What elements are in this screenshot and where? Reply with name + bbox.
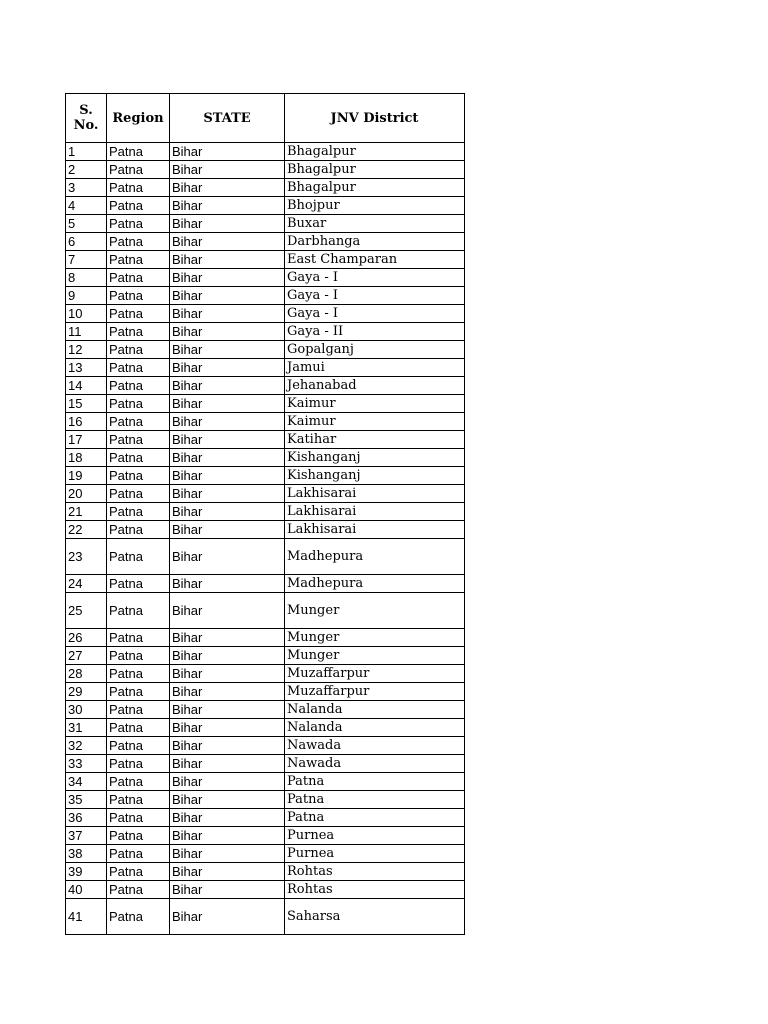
- cell-sno: 10: [66, 305, 107, 323]
- cell-state: Bihar: [170, 899, 285, 935]
- cell-district: East Champaran: [285, 251, 465, 269]
- cell-state: Bihar: [170, 881, 285, 899]
- header-state: STATE: [170, 94, 285, 143]
- cell-district: Kaimur: [285, 395, 465, 413]
- cell-state: Bihar: [170, 809, 285, 827]
- table-row: [66, 503, 465, 521]
- cell-state: Bihar: [170, 341, 285, 359]
- cell-region: Patna: [107, 647, 170, 665]
- cell-sno: 3: [66, 179, 107, 197]
- cell-state: Bihar: [170, 647, 285, 665]
- cell-region: Patna: [107, 161, 170, 179]
- table-row: [66, 575, 465, 593]
- cell-sno: 27: [66, 647, 107, 665]
- cell-state: Bihar: [170, 413, 285, 431]
- cell-sno: 7: [66, 251, 107, 269]
- cell-sno: 33: [66, 755, 107, 773]
- cell-state: Bihar: [170, 449, 285, 467]
- cell-sno: 40: [66, 881, 107, 899]
- cell-district: Muzaffarpur: [285, 665, 465, 683]
- table-row: [66, 395, 465, 413]
- cell-sno: 25: [66, 593, 107, 629]
- cell-district: Patna: [285, 773, 465, 791]
- cell-sno: 29: [66, 683, 107, 701]
- cell-region: Patna: [107, 791, 170, 809]
- cell-region: Patna: [107, 251, 170, 269]
- cell-district: Patna: [285, 791, 465, 809]
- table-row: [66, 629, 465, 647]
- cell-state: Bihar: [170, 737, 285, 755]
- header-sno: S. No.: [66, 94, 107, 143]
- cell-state: Bihar: [170, 305, 285, 323]
- cell-district: Gopalganj: [285, 341, 465, 359]
- cell-sno: 38: [66, 845, 107, 863]
- table-row: [66, 827, 465, 845]
- table-row: [66, 593, 465, 629]
- cell-district: Lakhisarai: [285, 521, 465, 539]
- cell-region: Patna: [107, 503, 170, 521]
- cell-sno: 11: [66, 323, 107, 341]
- cell-district: Kishanganj: [285, 467, 465, 485]
- cell-sno: 8: [66, 269, 107, 287]
- table-row: [66, 683, 465, 701]
- cell-district: Gaya - I: [285, 269, 465, 287]
- table-row: [66, 647, 465, 665]
- table-row: [66, 809, 465, 827]
- cell-region: Patna: [107, 755, 170, 773]
- cell-sno: 24: [66, 575, 107, 593]
- table-row: [66, 737, 465, 755]
- table-body: [66, 143, 465, 935]
- cell-region: Patna: [107, 449, 170, 467]
- cell-state: Bihar: [170, 233, 285, 251]
- cell-district: Saharsa: [285, 899, 465, 935]
- table-row: [66, 665, 465, 683]
- cell-region: Patna: [107, 773, 170, 791]
- cell-sno: 35: [66, 791, 107, 809]
- table-row: [66, 431, 465, 449]
- cell-region: Patna: [107, 827, 170, 845]
- cell-region: Patna: [107, 881, 170, 899]
- cell-sno: 28: [66, 665, 107, 683]
- cell-region: Patna: [107, 377, 170, 395]
- cell-region: Patna: [107, 539, 170, 575]
- cell-sno: 17: [66, 431, 107, 449]
- table-row: [66, 539, 465, 575]
- cell-region: Patna: [107, 215, 170, 233]
- cell-region: Patna: [107, 845, 170, 863]
- cell-region: Patna: [107, 863, 170, 881]
- cell-state: Bihar: [170, 359, 285, 377]
- cell-sno: 30: [66, 701, 107, 719]
- header-district: JNV District: [285, 94, 465, 143]
- cell-district: Munger: [285, 593, 465, 629]
- cell-state: Bihar: [170, 377, 285, 395]
- cell-state: Bihar: [170, 593, 285, 629]
- cell-region: Patna: [107, 575, 170, 593]
- cell-sno: 21: [66, 503, 107, 521]
- cell-district: Jamui: [285, 359, 465, 377]
- cell-state: Bihar: [170, 773, 285, 791]
- cell-district: Muzaffarpur: [285, 683, 465, 701]
- table-row: [66, 179, 465, 197]
- cell-state: Bihar: [170, 791, 285, 809]
- table-row: [66, 197, 465, 215]
- cell-state: Bihar: [170, 719, 285, 737]
- cell-district: Kishanganj: [285, 449, 465, 467]
- cell-region: Patna: [107, 485, 170, 503]
- cell-state: Bihar: [170, 575, 285, 593]
- cell-sno: 9: [66, 287, 107, 305]
- cell-sno: 2: [66, 161, 107, 179]
- table-row: [66, 881, 465, 899]
- cell-region: Patna: [107, 683, 170, 701]
- cell-district: Madhepura: [285, 539, 465, 575]
- cell-district: Bhojpur: [285, 197, 465, 215]
- table-row: [66, 323, 465, 341]
- cell-state: Bihar: [170, 287, 285, 305]
- table-row: [66, 359, 465, 377]
- cell-district: Munger: [285, 647, 465, 665]
- cell-district: Bhagalpur: [285, 143, 465, 161]
- table-row: [66, 521, 465, 539]
- cell-region: Patna: [107, 899, 170, 935]
- cell-sno: 13: [66, 359, 107, 377]
- table-row: [66, 215, 465, 233]
- cell-region: Patna: [107, 737, 170, 755]
- cell-district: Purnea: [285, 827, 465, 845]
- cell-region: Patna: [107, 467, 170, 485]
- cell-sno: 36: [66, 809, 107, 827]
- cell-state: Bihar: [170, 503, 285, 521]
- cell-state: Bihar: [170, 827, 285, 845]
- cell-state: Bihar: [170, 521, 285, 539]
- cell-sno: 22: [66, 521, 107, 539]
- cell-district: Gaya - I: [285, 287, 465, 305]
- jnv-district-table: [65, 93, 465, 935]
- cell-district: Gaya - II: [285, 323, 465, 341]
- table-row: [66, 161, 465, 179]
- table-row: [66, 377, 465, 395]
- cell-state: Bihar: [170, 701, 285, 719]
- cell-sno: 14: [66, 377, 107, 395]
- table-row: [66, 341, 465, 359]
- cell-sno: 37: [66, 827, 107, 845]
- cell-state: Bihar: [170, 755, 285, 773]
- cell-sno: 4: [66, 197, 107, 215]
- cell-state: Bihar: [170, 323, 285, 341]
- cell-state: Bihar: [170, 161, 285, 179]
- cell-state: Bihar: [170, 269, 285, 287]
- cell-state: Bihar: [170, 863, 285, 881]
- cell-sno: 39: [66, 863, 107, 881]
- table-row: [66, 485, 465, 503]
- cell-region: Patna: [107, 395, 170, 413]
- table-row: [66, 269, 465, 287]
- cell-state: Bihar: [170, 179, 285, 197]
- table-row: [66, 701, 465, 719]
- table-row: [66, 791, 465, 809]
- cell-district: Munger: [285, 629, 465, 647]
- cell-sno: 23: [66, 539, 107, 575]
- table-row: [66, 143, 465, 161]
- table-row: [66, 773, 465, 791]
- cell-district: Gaya - I: [285, 305, 465, 323]
- cell-district: Madhepura: [285, 575, 465, 593]
- cell-region: Patna: [107, 521, 170, 539]
- cell-region: Patna: [107, 287, 170, 305]
- cell-region: Patna: [107, 323, 170, 341]
- cell-sno: 6: [66, 233, 107, 251]
- cell-state: Bihar: [170, 485, 285, 503]
- cell-region: Patna: [107, 593, 170, 629]
- cell-district: Buxar: [285, 215, 465, 233]
- cell-region: Patna: [107, 143, 170, 161]
- cell-district: Bhagalpur: [285, 179, 465, 197]
- cell-sno: 31: [66, 719, 107, 737]
- table-row: [66, 233, 465, 251]
- table-row: [66, 467, 465, 485]
- cell-district: Bhagalpur: [285, 161, 465, 179]
- cell-state: Bihar: [170, 395, 285, 413]
- cell-region: Patna: [107, 305, 170, 323]
- cell-region: Patna: [107, 341, 170, 359]
- cell-sno: 34: [66, 773, 107, 791]
- cell-sno: 16: [66, 413, 107, 431]
- cell-state: Bihar: [170, 629, 285, 647]
- cell-state: Bihar: [170, 431, 285, 449]
- cell-district: Nalanda: [285, 701, 465, 719]
- cell-state: Bihar: [170, 539, 285, 575]
- cell-sno: 41: [66, 899, 107, 935]
- cell-district: Katihar: [285, 431, 465, 449]
- cell-sno: 15: [66, 395, 107, 413]
- cell-district: Lakhisarai: [285, 485, 465, 503]
- cell-region: Patna: [107, 233, 170, 251]
- cell-sno: 18: [66, 449, 107, 467]
- cell-region: Patna: [107, 431, 170, 449]
- table-row: [66, 251, 465, 269]
- cell-district: Rohtas: [285, 863, 465, 881]
- cell-state: Bihar: [170, 665, 285, 683]
- table-row: [66, 287, 465, 305]
- cell-district: Nawada: [285, 755, 465, 773]
- cell-state: Bihar: [170, 215, 285, 233]
- table-row: [66, 899, 465, 935]
- header-row: [66, 94, 465, 143]
- table-row: [66, 719, 465, 737]
- cell-state: Bihar: [170, 845, 285, 863]
- cell-state: Bihar: [170, 251, 285, 269]
- cell-state: Bihar: [170, 143, 285, 161]
- cell-district: Lakhisarai: [285, 503, 465, 521]
- cell-sno: 26: [66, 629, 107, 647]
- table-row: [66, 755, 465, 773]
- header-region: Region: [107, 94, 170, 143]
- cell-region: Patna: [107, 701, 170, 719]
- cell-district: Kaimur: [285, 413, 465, 431]
- cell-region: Patna: [107, 629, 170, 647]
- cell-state: Bihar: [170, 683, 285, 701]
- cell-district: Purnea: [285, 845, 465, 863]
- cell-state: Bihar: [170, 467, 285, 485]
- cell-region: Patna: [107, 665, 170, 683]
- cell-district: Patna: [285, 809, 465, 827]
- cell-district: Nawada: [285, 737, 465, 755]
- table-row: [66, 449, 465, 467]
- cell-district: Jehanabad: [285, 377, 465, 395]
- cell-district: Rohtas: [285, 881, 465, 899]
- table-row: [66, 305, 465, 323]
- cell-region: Patna: [107, 359, 170, 377]
- table-row: [66, 413, 465, 431]
- cell-region: Patna: [107, 719, 170, 737]
- cell-sno: 20: [66, 485, 107, 503]
- cell-region: Patna: [107, 269, 170, 287]
- table-row: [66, 845, 465, 863]
- cell-sno: 32: [66, 737, 107, 755]
- table-header: [66, 94, 465, 143]
- cell-district: Darbhanga: [285, 233, 465, 251]
- cell-region: Patna: [107, 809, 170, 827]
- cell-state: Bihar: [170, 197, 285, 215]
- cell-region: Patna: [107, 413, 170, 431]
- cell-region: Patna: [107, 197, 170, 215]
- cell-region: Patna: [107, 179, 170, 197]
- cell-sno: 5: [66, 215, 107, 233]
- cell-sno: 12: [66, 341, 107, 359]
- cell-sno: 1: [66, 143, 107, 161]
- cell-sno: 19: [66, 467, 107, 485]
- cell-district: Nalanda: [285, 719, 465, 737]
- table-row: [66, 863, 465, 881]
